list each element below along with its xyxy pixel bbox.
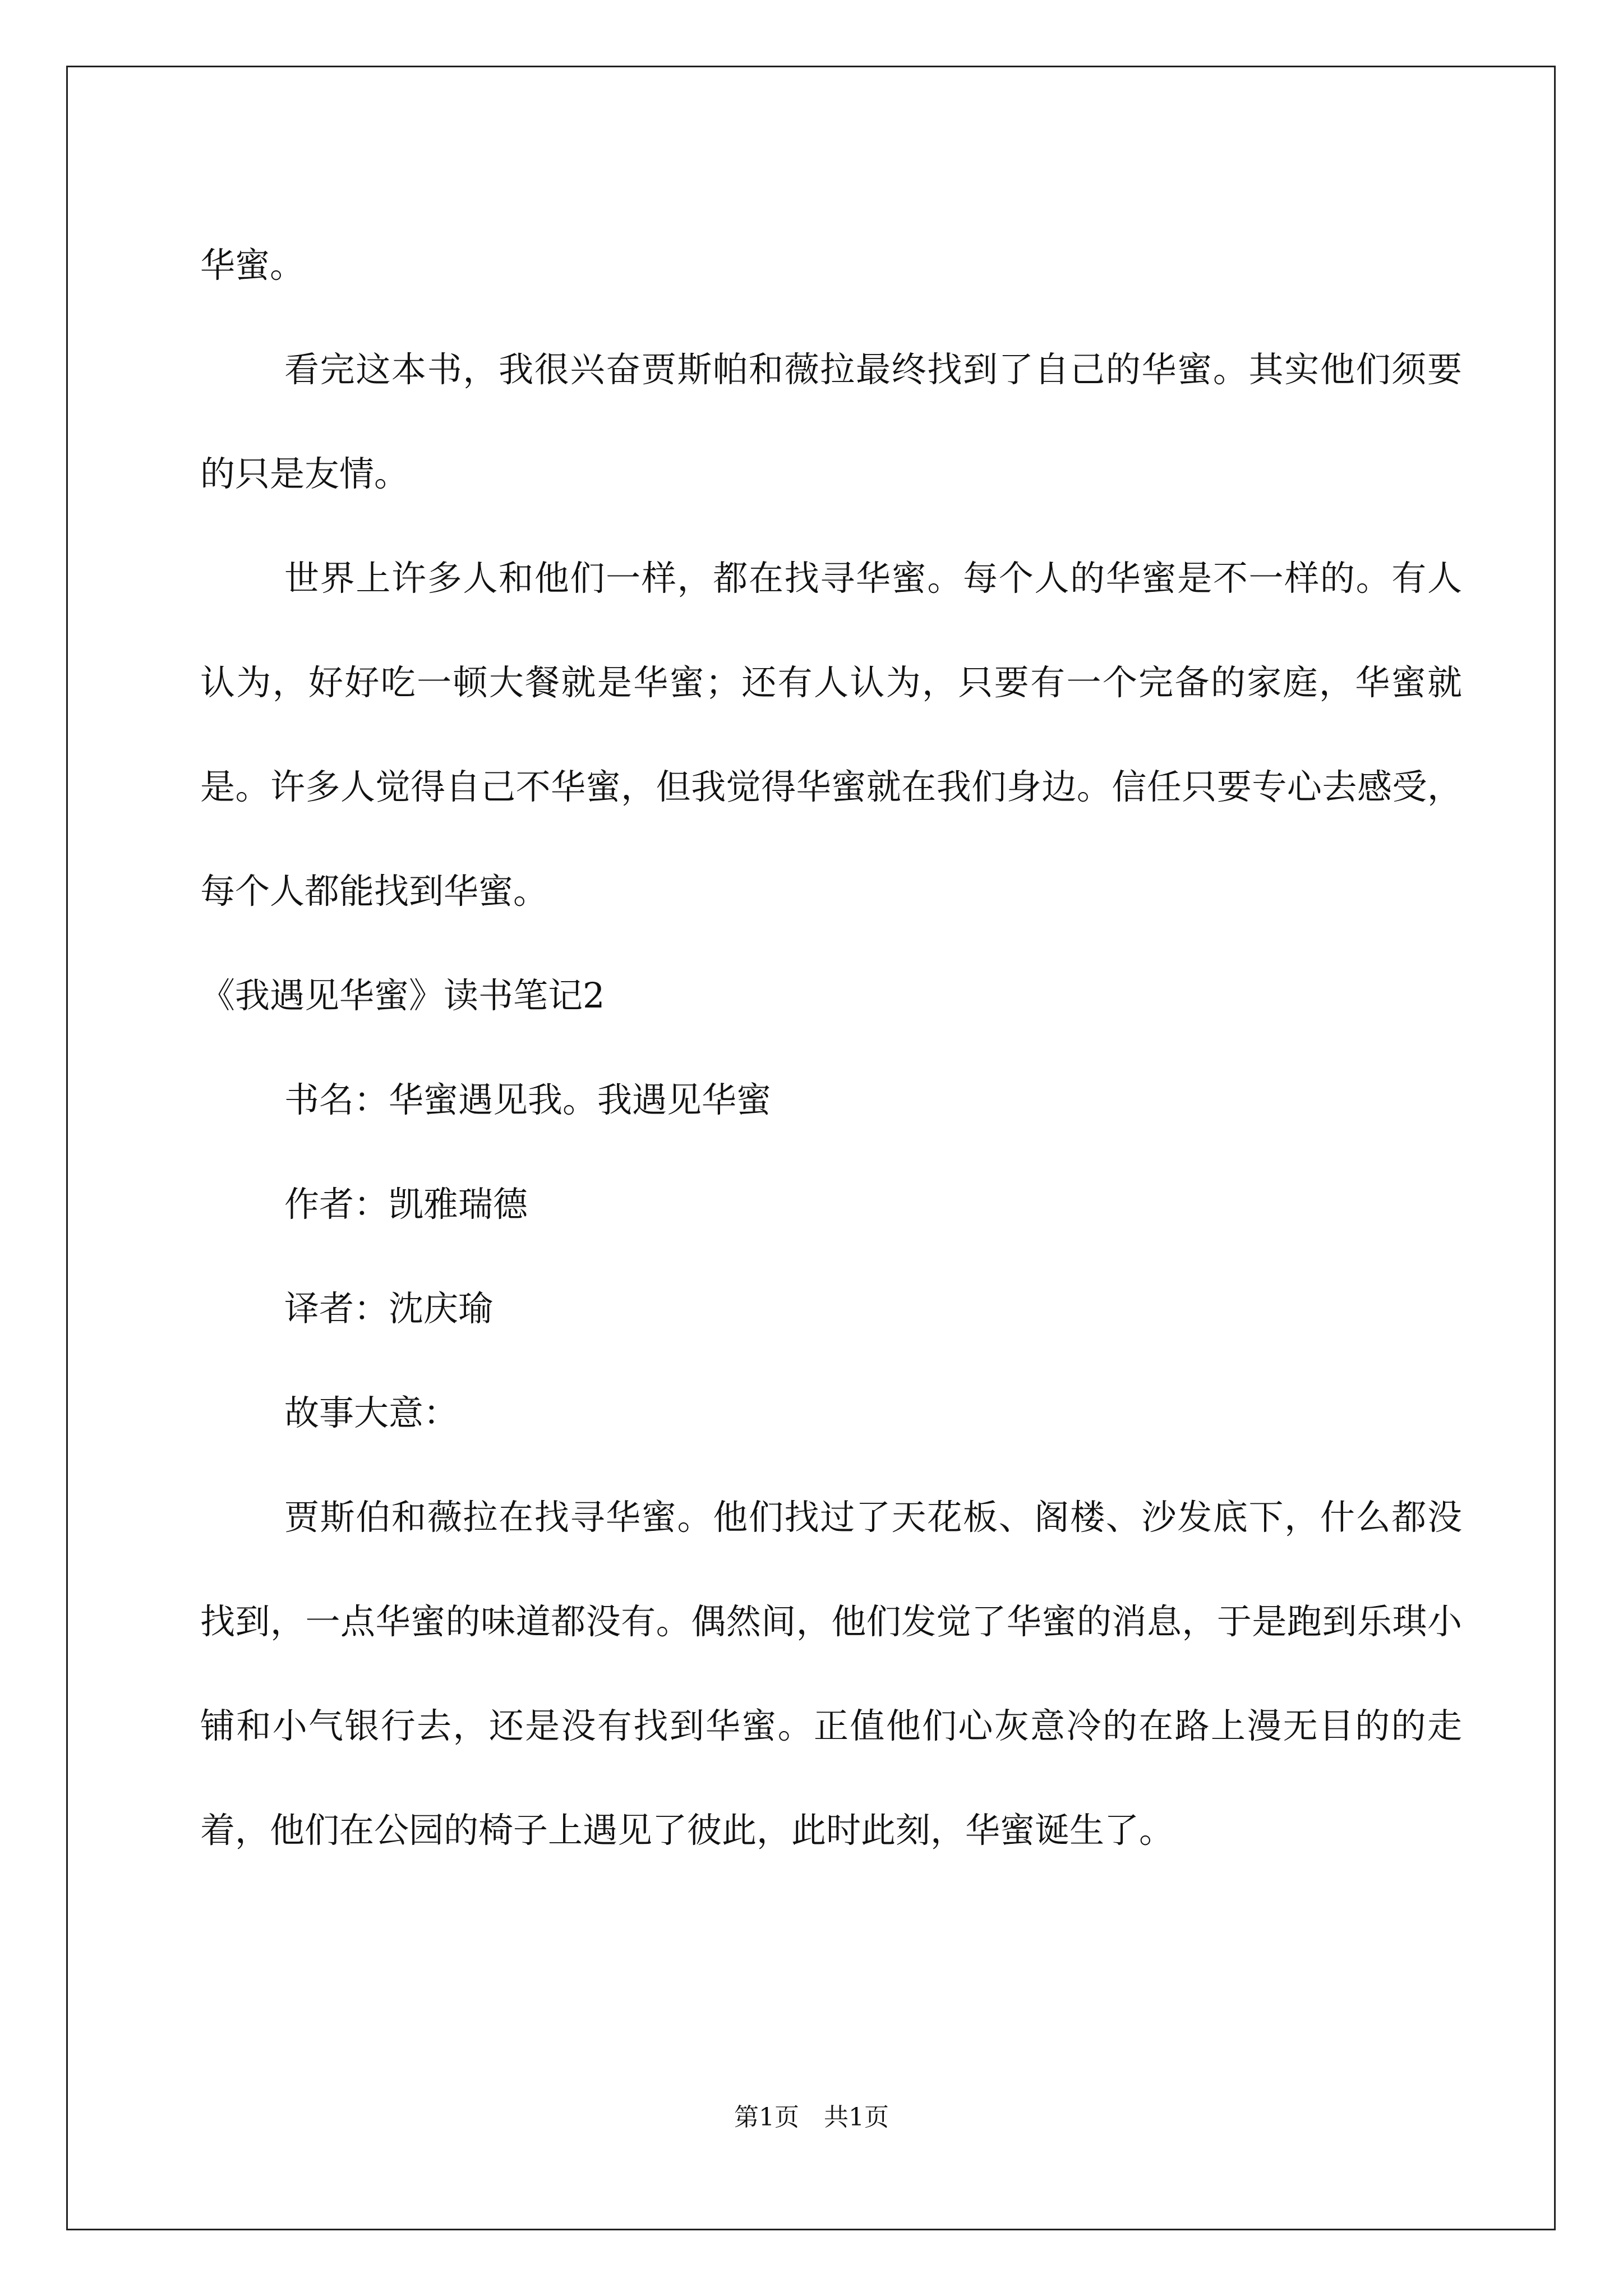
book-title-line: 书名：华蜜遇见我。我遇见华蜜 bbox=[284, 1079, 772, 1120]
paragraph-1: 华蜜。 bbox=[200, 245, 305, 286]
paragraph-2: 看完这本书，我很兴奋贾斯帕和薇拉最终找到了自己的华蜜。其实他们须要的只是友情。 bbox=[200, 349, 1462, 494]
document-body bbox=[200, 213, 1462, 1883]
summary-paragraph: 贾斯伯和薇拉在找寻华蜜。他们找过了天花板、阁楼、沙发底下，什么都没找到，一点华蜜的味道都没有。偶然间，他们发觉了华蜜的消息，于是跑到乐琪小铺和小气银行去，还是没有找到华蜜。正值他们心灰意冷的在路上漫无目的的走着，他们在公园的椅子上遇见了彼此，此时此刻，华蜜诞生了。 bbox=[200, 1497, 1462, 1851]
summary-label: 故事大意： bbox=[284, 1392, 459, 1433]
translator-line: 译者：沈庆瑜 bbox=[284, 1288, 494, 1329]
paragraph-3: 世界上许多人和他们一样，都在找寻华蜜。每个人的华蜜是不一样的。有人认为，好好吃一顿大餐就是华蜜；还有人认为，只要有一个完备的家庭，华蜜就是。许多人觉得自己不华蜜，但我觉得华蜜就在我们身边。信任只要专心去感受，每个人都能找到华蜜。 bbox=[200, 558, 1462, 912]
page-number-footer: 第1页 共1页 bbox=[734, 2103, 889, 2132]
author-line: 作者：凯雅瑞德 bbox=[284, 1184, 528, 1225]
section-heading: 《我遇见华蜜》读书笔记2 bbox=[200, 975, 605, 1016]
